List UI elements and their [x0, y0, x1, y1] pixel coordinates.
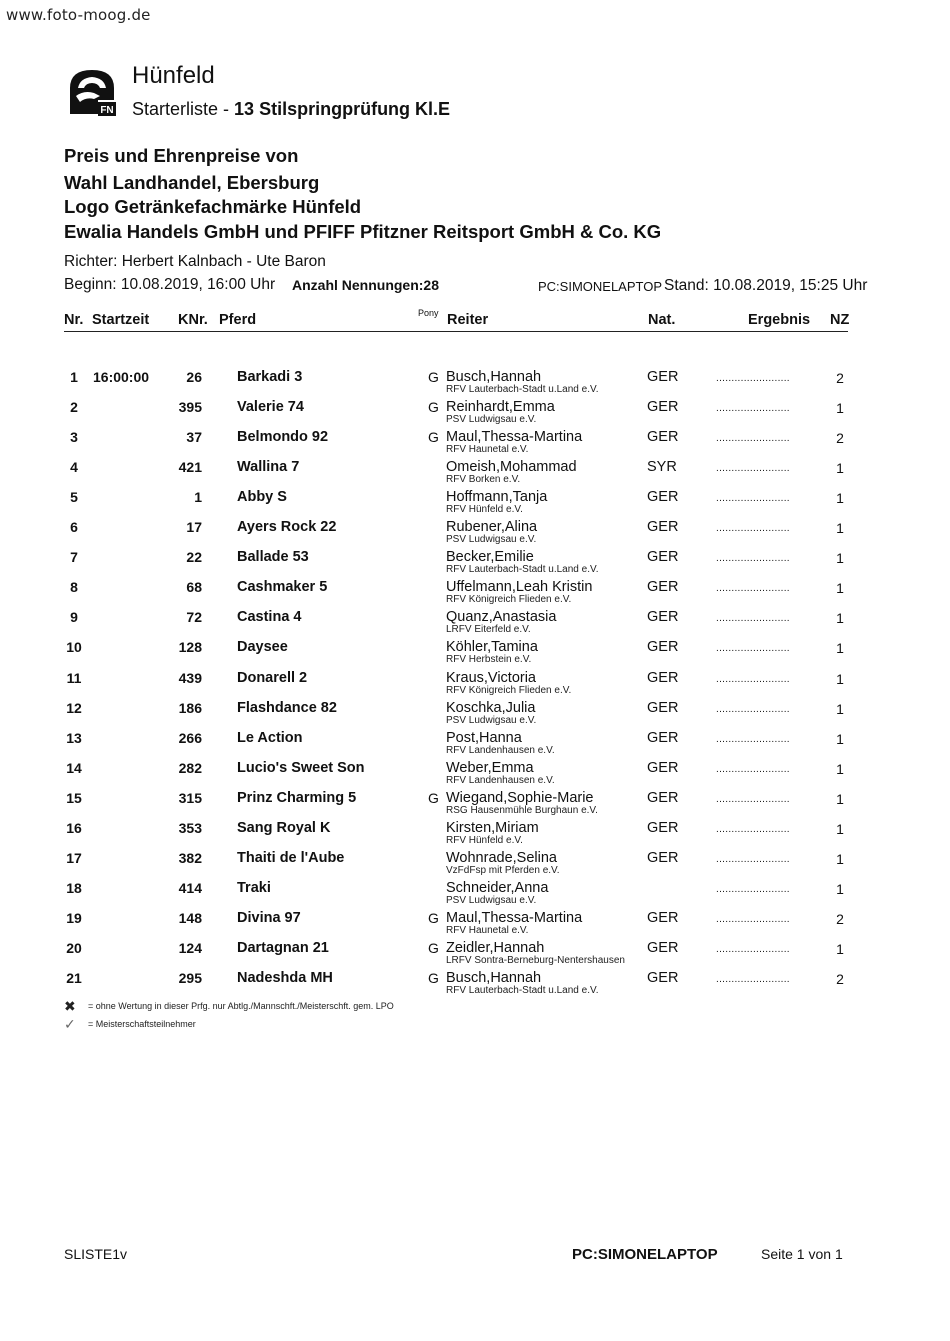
row-horse: Divina 97: [237, 909, 301, 926]
row-rider: Becker,Emilie: [446, 549, 534, 566]
row-club: RFV Landenhausen e.V.: [446, 774, 555, 786]
row-club: RFV Herbstein e.V.: [446, 654, 532, 666]
table-row: [0, 519, 950, 549]
table-row: [0, 429, 950, 459]
col-ergebnis: Ergebnis: [748, 312, 811, 328]
row-nation: GER: [647, 579, 679, 596]
start-time-info: Beginn: 10.08.2019, 16:00 Uhr: [64, 276, 276, 293]
row-rider: Uffelmann,Leah Kristin: [446, 579, 593, 596]
row-rider: Zeidler,Hannah: [446, 939, 545, 956]
row-number: 13: [66, 729, 82, 746]
row-horse: Wallina 7: [237, 459, 300, 476]
row-number: 10: [66, 639, 82, 656]
row-rider: Quanz,Anastasia: [446, 609, 557, 626]
legend-item: ✖ = ohne Wertung in dieser Prfg. nur Abtlg./Mannschft./Meisterschft. gem. LPO: [64, 998, 394, 1014]
row-club: VzFdFsp mit Pferden e.V.: [446, 864, 560, 876]
row-rider: Maul,Thessa-Martina: [446, 909, 583, 926]
row-pony-flag: G: [428, 939, 439, 956]
row-number: 17: [66, 849, 82, 866]
row-nz: 1: [836, 520, 844, 537]
sponsor-line-1: Preis und Ehrenpreise von: [64, 145, 299, 166]
fn-logo-text: FN: [100, 105, 114, 116]
row-club: PSV Ludwigsau e.V.: [446, 534, 537, 546]
row-nation: GER: [647, 909, 679, 926]
check-icon: ✓: [64, 1016, 76, 1032]
row-number: 12: [66, 699, 82, 716]
row-horse: Traki: [237, 879, 271, 896]
stand-info: Stand: 10.08.2019, 15:25 Uhr: [664, 277, 868, 294]
table-row: [0, 549, 950, 579]
row-nation: GER: [647, 639, 679, 656]
row-nz: 1: [836, 400, 844, 417]
row-horse: Barkadi 3: [237, 369, 303, 385]
footer-form-id: SLISTE1v: [64, 1246, 128, 1262]
col-startzeit: Startzeit: [92, 312, 150, 328]
row-horse: Daysee: [237, 639, 288, 656]
row-head-number: 266: [178, 729, 202, 746]
row-head-number: 68: [186, 579, 202, 596]
subtitle-competition: 13 Stilspringprüfung Kl.E: [234, 99, 451, 119]
row-result: ........................: [716, 553, 790, 565]
row-result: ........................: [716, 463, 790, 475]
row-rider: Hoffmann,Tanja: [446, 489, 548, 506]
row-head-number: 128: [178, 639, 202, 656]
row-number: 19: [66, 909, 82, 926]
col-nz: NZ: [830, 312, 850, 328]
col-pony: Pony: [418, 308, 439, 318]
table-row: [0, 850, 950, 880]
row-nz: 1: [836, 580, 844, 597]
row-club: RFV Hünfeld e.V.: [446, 504, 523, 516]
row-nation: GER: [647, 429, 679, 446]
row-nation: GER: [647, 789, 679, 806]
row-head-number: 26: [186, 369, 202, 385]
cross-icon: ✖: [64, 998, 76, 1014]
row-head-number: 186: [178, 699, 202, 716]
row-club: RFV Borken e.V.: [446, 474, 521, 486]
row-nation: GER: [647, 970, 679, 986]
col-nat: Nat.: [648, 312, 676, 328]
table-row: [0, 760, 950, 790]
row-number: 1: [70, 369, 78, 385]
row-nz: 1: [836, 640, 844, 657]
row-number: 15: [66, 789, 82, 806]
row-pony-flag: G: [428, 399, 439, 416]
row-horse: Valerie 74: [237, 399, 304, 416]
row-nation: GER: [647, 939, 679, 956]
row-nz: 1: [836, 610, 844, 627]
row-club: RFV Lauterbach-Stadt u.Land e.V.: [446, 985, 599, 996]
row-pony-flag: G: [428, 789, 439, 806]
row-head-number: 1: [194, 489, 202, 506]
row-number: 4: [70, 459, 78, 476]
row-nz: 1: [836, 460, 844, 477]
row-club: RFV Lauterbach-Stadt u.Land e.V.: [446, 564, 599, 576]
row-rider: Köhler,Tamina: [446, 639, 538, 656]
table-row: [0, 579, 950, 609]
row-club: RFV Königreich Flieden e.V.: [446, 684, 572, 696]
row-horse: Ayers Rock 22: [237, 519, 337, 536]
row-head-number: 414: [178, 879, 202, 896]
row-result: ........................: [716, 643, 790, 655]
row-number: 5: [70, 489, 78, 506]
row-result: ........................: [716, 823, 790, 835]
row-number: 11: [66, 669, 82, 686]
row-result: ........................: [716, 853, 790, 865]
row-rider: Busch,Hannah: [446, 369, 542, 385]
row-nz: 1: [836, 820, 844, 837]
row-horse: Cashmaker 5: [237, 579, 328, 596]
row-head-number: 395: [178, 399, 202, 416]
row-result: ........................: [716, 583, 790, 595]
row-nz: 1: [836, 700, 844, 717]
table-row: [0, 910, 950, 940]
row-result: ........................: [716, 793, 790, 805]
row-horse: Sang Royal K: [237, 819, 331, 836]
row-nation: GER: [647, 549, 679, 566]
col-nr: Nr.: [64, 312, 84, 328]
row-nation: GER: [647, 669, 679, 686]
row-head-number: 421: [178, 459, 202, 476]
row-rider: Busch,Hannah: [446, 970, 542, 986]
row-rider: Kirsten,Miriam: [446, 819, 539, 836]
table-row: [0, 369, 950, 399]
row-horse: Belmondo 92: [237, 429, 329, 446]
row-rider: Maul,Thessa-Martina: [446, 429, 583, 446]
sponsor-line-3: Logo Getränkefachmärke Hünfeld: [64, 196, 362, 217]
col-pferd: Pferd: [219, 312, 257, 328]
row-result: ........................: [716, 913, 790, 925]
footer-page: Seite 1 von 1: [761, 1246, 843, 1262]
watermark-text: www.foto-moog.de: [6, 6, 151, 24]
row-rider: Wohnrade,Selina: [446, 849, 557, 866]
row-nz: 2: [836, 910, 844, 927]
row-head-number: 353: [178, 819, 202, 836]
row-start-time: 16:00:00: [93, 369, 150, 385]
row-horse: Prinz Charming 5: [237, 789, 357, 806]
legend-item: ✓ = Meisterschaftsteilnehmer: [64, 1016, 196, 1032]
col-reiter: Reiter: [447, 312, 489, 328]
row-nz: 1: [836, 490, 844, 507]
row-nz: 1: [836, 760, 844, 777]
sponsor-line-2: Wahl Landhandel, Ebersburg: [64, 172, 320, 193]
table-row: [0, 609, 950, 639]
row-pony-flag: G: [428, 429, 439, 446]
row-head-number: 124: [178, 939, 202, 956]
row-club: RFV Königreich Flieden e.V.: [446, 594, 572, 606]
row-rider: Omeish,Mohammad: [446, 459, 577, 476]
header-divider: [64, 331, 848, 332]
row-head-number: 382: [178, 849, 202, 866]
row-result: ........................: [716, 403, 790, 415]
row-nz: 1: [836, 880, 844, 897]
row-head-number: 148: [178, 909, 202, 926]
row-club: RFV Haunetal e.V.: [446, 444, 529, 456]
row-horse: Lucio's Sweet Son: [237, 759, 365, 776]
row-nz: 1: [836, 790, 844, 807]
row-horse: Nadeshda MH: [237, 970, 333, 986]
row-number: 21: [66, 970, 82, 986]
pc-name: PC:SIMONELAPTOP: [538, 279, 663, 294]
footer-pc: PC:SIMONELAPTOP: [572, 1246, 718, 1263]
sponsor-line-4: Ewalia Handels GmbH und PFIFF Pfitzner Reitsport GmbH & Co. KG: [64, 221, 662, 242]
row-result: ........................: [716, 673, 790, 685]
row-horse: Abby S: [237, 489, 287, 506]
row-rider: Wiegand,Sophie-Marie: [446, 789, 594, 806]
row-head-number: 72: [186, 609, 202, 626]
row-nz: 2: [836, 370, 844, 386]
page-title: Hünfeld: [132, 62, 215, 89]
row-nz: 1: [836, 850, 844, 867]
row-result: ........................: [716, 433, 790, 445]
row-rider: Post,Hanna: [446, 729, 522, 746]
row-nation: SYR: [647, 459, 677, 476]
row-nz: 1: [836, 550, 844, 567]
row-number: 6: [70, 519, 78, 536]
table-row: [0, 459, 950, 489]
row-nation: GER: [647, 759, 679, 776]
row-club: RFV Landenhausen e.V.: [446, 744, 555, 756]
row-horse: Castina 4: [237, 609, 302, 626]
table-row: [0, 489, 950, 519]
row-horse: Thaiti de l'Aube: [237, 849, 345, 866]
row-nation: GER: [647, 849, 679, 866]
row-head-number: 295: [178, 970, 202, 986]
row-number: 16: [66, 819, 82, 836]
row-nation: GER: [647, 489, 679, 506]
row-rider: Koschka,Julia: [446, 699, 536, 716]
table-row: [0, 970, 950, 1000]
row-head-number: 315: [178, 789, 202, 806]
row-nation: GER: [647, 399, 679, 416]
row-club: PSV Ludwigsau e.V.: [446, 414, 537, 426]
row-pony-flag: G: [428, 970, 439, 986]
row-pony-flag: G: [428, 909, 439, 926]
row-nation: GER: [647, 699, 679, 716]
row-nz: 2: [836, 430, 844, 447]
row-club: LRFV Eiterfeld e.V.: [446, 624, 531, 636]
row-nation: GER: [647, 369, 679, 385]
row-number: 20: [66, 939, 82, 956]
table-row: [0, 670, 950, 700]
row-number: 8: [70, 579, 78, 596]
row-result: ........................: [716, 763, 790, 775]
row-horse: Dartagnan 21: [237, 939, 329, 956]
table-row: [0, 940, 950, 970]
row-number: 9: [70, 609, 78, 626]
table-row: [0, 730, 950, 760]
table-row: [0, 399, 950, 429]
row-number: 18: [66, 879, 82, 896]
row-number: 14: [66, 759, 82, 776]
row-nation: GER: [647, 519, 679, 536]
row-nation: GER: [647, 729, 679, 746]
fn-logo-icon: [66, 66, 118, 118]
row-rider: Reinhardt,Emma: [446, 399, 555, 416]
row-club: RFV Hünfeld e.V.: [446, 834, 523, 846]
row-head-number: 17: [186, 519, 202, 536]
row-pony-flag: G: [428, 369, 439, 385]
row-club: RFV Lauterbach-Stadt u.Land e.V.: [446, 384, 599, 395]
row-rider: Schneider,Anna: [446, 879, 549, 896]
row-club: RSG Hausenmühle Burghaun e.V.: [446, 804, 598, 816]
row-head-number: 439: [178, 669, 202, 686]
row-horse: Ballade 53: [237, 549, 309, 566]
row-club: LRFV Sontra-Berneburg-Nentershausen: [446, 954, 625, 966]
row-nation: GER: [647, 819, 679, 836]
row-number: 7: [70, 549, 78, 566]
table-row: [0, 820, 950, 850]
row-nation: GER: [647, 609, 679, 626]
row-rider: Weber,Emma: [446, 759, 534, 776]
row-club: PSV Ludwigsau e.V.: [446, 714, 537, 726]
page-subtitle: [132, 99, 450, 120]
row-result: ........................: [716, 493, 790, 505]
row-result: ........................: [716, 883, 790, 895]
row-nz: 1: [836, 670, 844, 687]
table-row: [0, 790, 950, 820]
row-result: ........................: [716, 373, 790, 384]
col-knr: KNr.: [178, 312, 208, 328]
row-club: PSV Ludwigsau e.V.: [446, 894, 537, 906]
table-row: [0, 880, 950, 910]
row-head-number: 282: [178, 759, 202, 776]
row-horse: Donarell 2: [237, 669, 308, 686]
row-horse: Flashdance 82: [237, 699, 337, 716]
row-head-number: 22: [186, 549, 202, 566]
row-result: ........................: [716, 943, 790, 955]
table-row: [0, 700, 950, 730]
judges-info: Richter: Herbert Kalnbach - Ute Baron: [64, 253, 326, 270]
row-rider: Rubener,Alina: [446, 519, 538, 536]
row-result: ........................: [716, 974, 790, 985]
row-nz: 2: [836, 971, 844, 987]
subtitle-prefix: Starterliste -: [132, 99, 230, 119]
row-number: 3: [70, 429, 78, 446]
table-row: [0, 639, 950, 669]
entries-count: Anzahl Nennungen:28: [292, 277, 440, 293]
row-result: ........................: [716, 613, 790, 625]
row-number: 2: [70, 399, 78, 416]
row-rider: Kraus,Victoria: [446, 669, 536, 686]
row-club: RFV Haunetal e.V.: [446, 924, 529, 936]
row-result: ........................: [716, 703, 790, 715]
row-result: ........................: [716, 733, 790, 745]
row-nz: 1: [836, 940, 844, 957]
row-head-number: 37: [186, 429, 202, 446]
row-horse: Le Action: [237, 729, 303, 746]
row-result: ........................: [716, 523, 790, 535]
row-nz: 1: [836, 730, 844, 747]
